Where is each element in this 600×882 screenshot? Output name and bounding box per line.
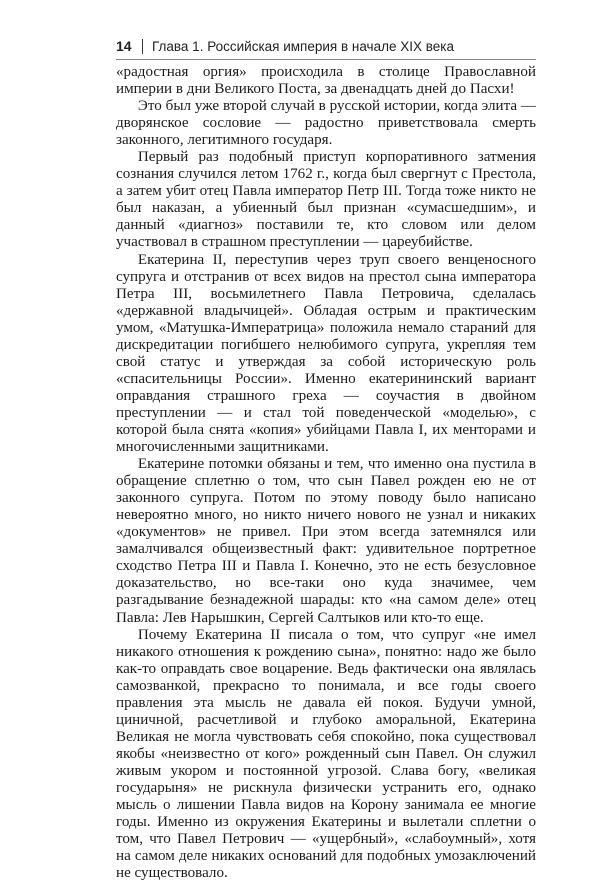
paragraph-5: Екатерине потомки обязаны и тем, что именно она пустила в обращение сплетню о том, что сын Павел рожден ею не от законного супруга. Потом по этому поводу было написано невероятно много, но никто ничего нового не узнал и никаких «документов» не привел. При этом всегда затемнялся или замалчивался общеизвестный факт: удивительное портретное сходство Петра III и Павла I. Конечно, это не есть безусловное доказательство, но все-таки оно куда значимее, чем разгадывание безнадежной шарады: кто «на самом деле» отец Павла: Лев Нарышкин, Сергей Салтыков или кто-то еще. (116, 456, 536, 626)
paragraph-1: «радостная оргия» происходила в столице Православной империи в дни Великого Поста, за двенадцать дней до Пасхи! (116, 64, 536, 98)
paragraph-6: Почему Екатерина II писала о том, что супруг «не имел никакого отношения к рождению сына», понятно: надо же было как-то оправдать свое воцарение. Ведь фактически она являлась самозванкой, прекрасно то понимала, и все годы своего правления эта мысль не давала ей покоя. Будучи умной, циничной, расчетливой и глубоко аморальной, Екатерина Великая не могла чувствовать себя спокойно, пока существовал якобы «неизвестно от кого» рожденный сын Павел. Он служил живым укором и постоянной угрозой. Слава богу, «великая государыня» не рискнула физически устранить его, однако мысль о лишении Павла видов на Корону занимала ее многие годы. Именно из окружения Екатерины и вылетали сплетни о том, что Павел Петрович — «ущербный», «слабоумный», хотя на самом деле никаких оснований для подобных умозаключений не существовало. (116, 626, 536, 882)
paragraph-2: Это был уже второй случай в русской истории, когда элита — дворянское сословие — радостно приветствовала смерть законного, легитимного государя. (116, 98, 536, 149)
paragraph-3: Первый раз подобный приступ корпоративного затмения сознания случился летом 1762 г., когда был свергнут с Престола, а затем убит отец Павла император Петр III. Тогда тоже никто не был наказан, а убиенный был признан «сумасшедшим», и данный «диагноз» поставили те, кто словом или делом участвовал в страшном преступлении — цареубийстве. (116, 149, 536, 251)
running-header (116, 36, 536, 56)
header-separator (142, 39, 143, 54)
page-number: 14 (116, 38, 132, 54)
header-rule (116, 59, 536, 60)
chapter-title: Глава 1. Российская империя в начале XIX века (151, 38, 454, 54)
paragraph-4: Екатерина II, переступив через труп своего венценосного супруга и отстранив от всех видов на престол сына императора Петра III, восьмилетнего Павла Петровича, сделалась «державной владычицей». Обладая острым и практическим умом, «Матушка-Императрица» положила немало стараний для дискредитации погибшего нелюбимого супруга, укрепляя тем свой статус и утверждая за собой историческую роль «спасительницы России». Именно екатерининский вариант оправдания страшного греха — соучастия в двойном преступлении — и стал той поведенческой «моделью», с которой была снята «копия» убийцами Павла I, их менторами и многочисленными защитниками. (116, 251, 536, 456)
body-text (116, 64, 536, 882)
